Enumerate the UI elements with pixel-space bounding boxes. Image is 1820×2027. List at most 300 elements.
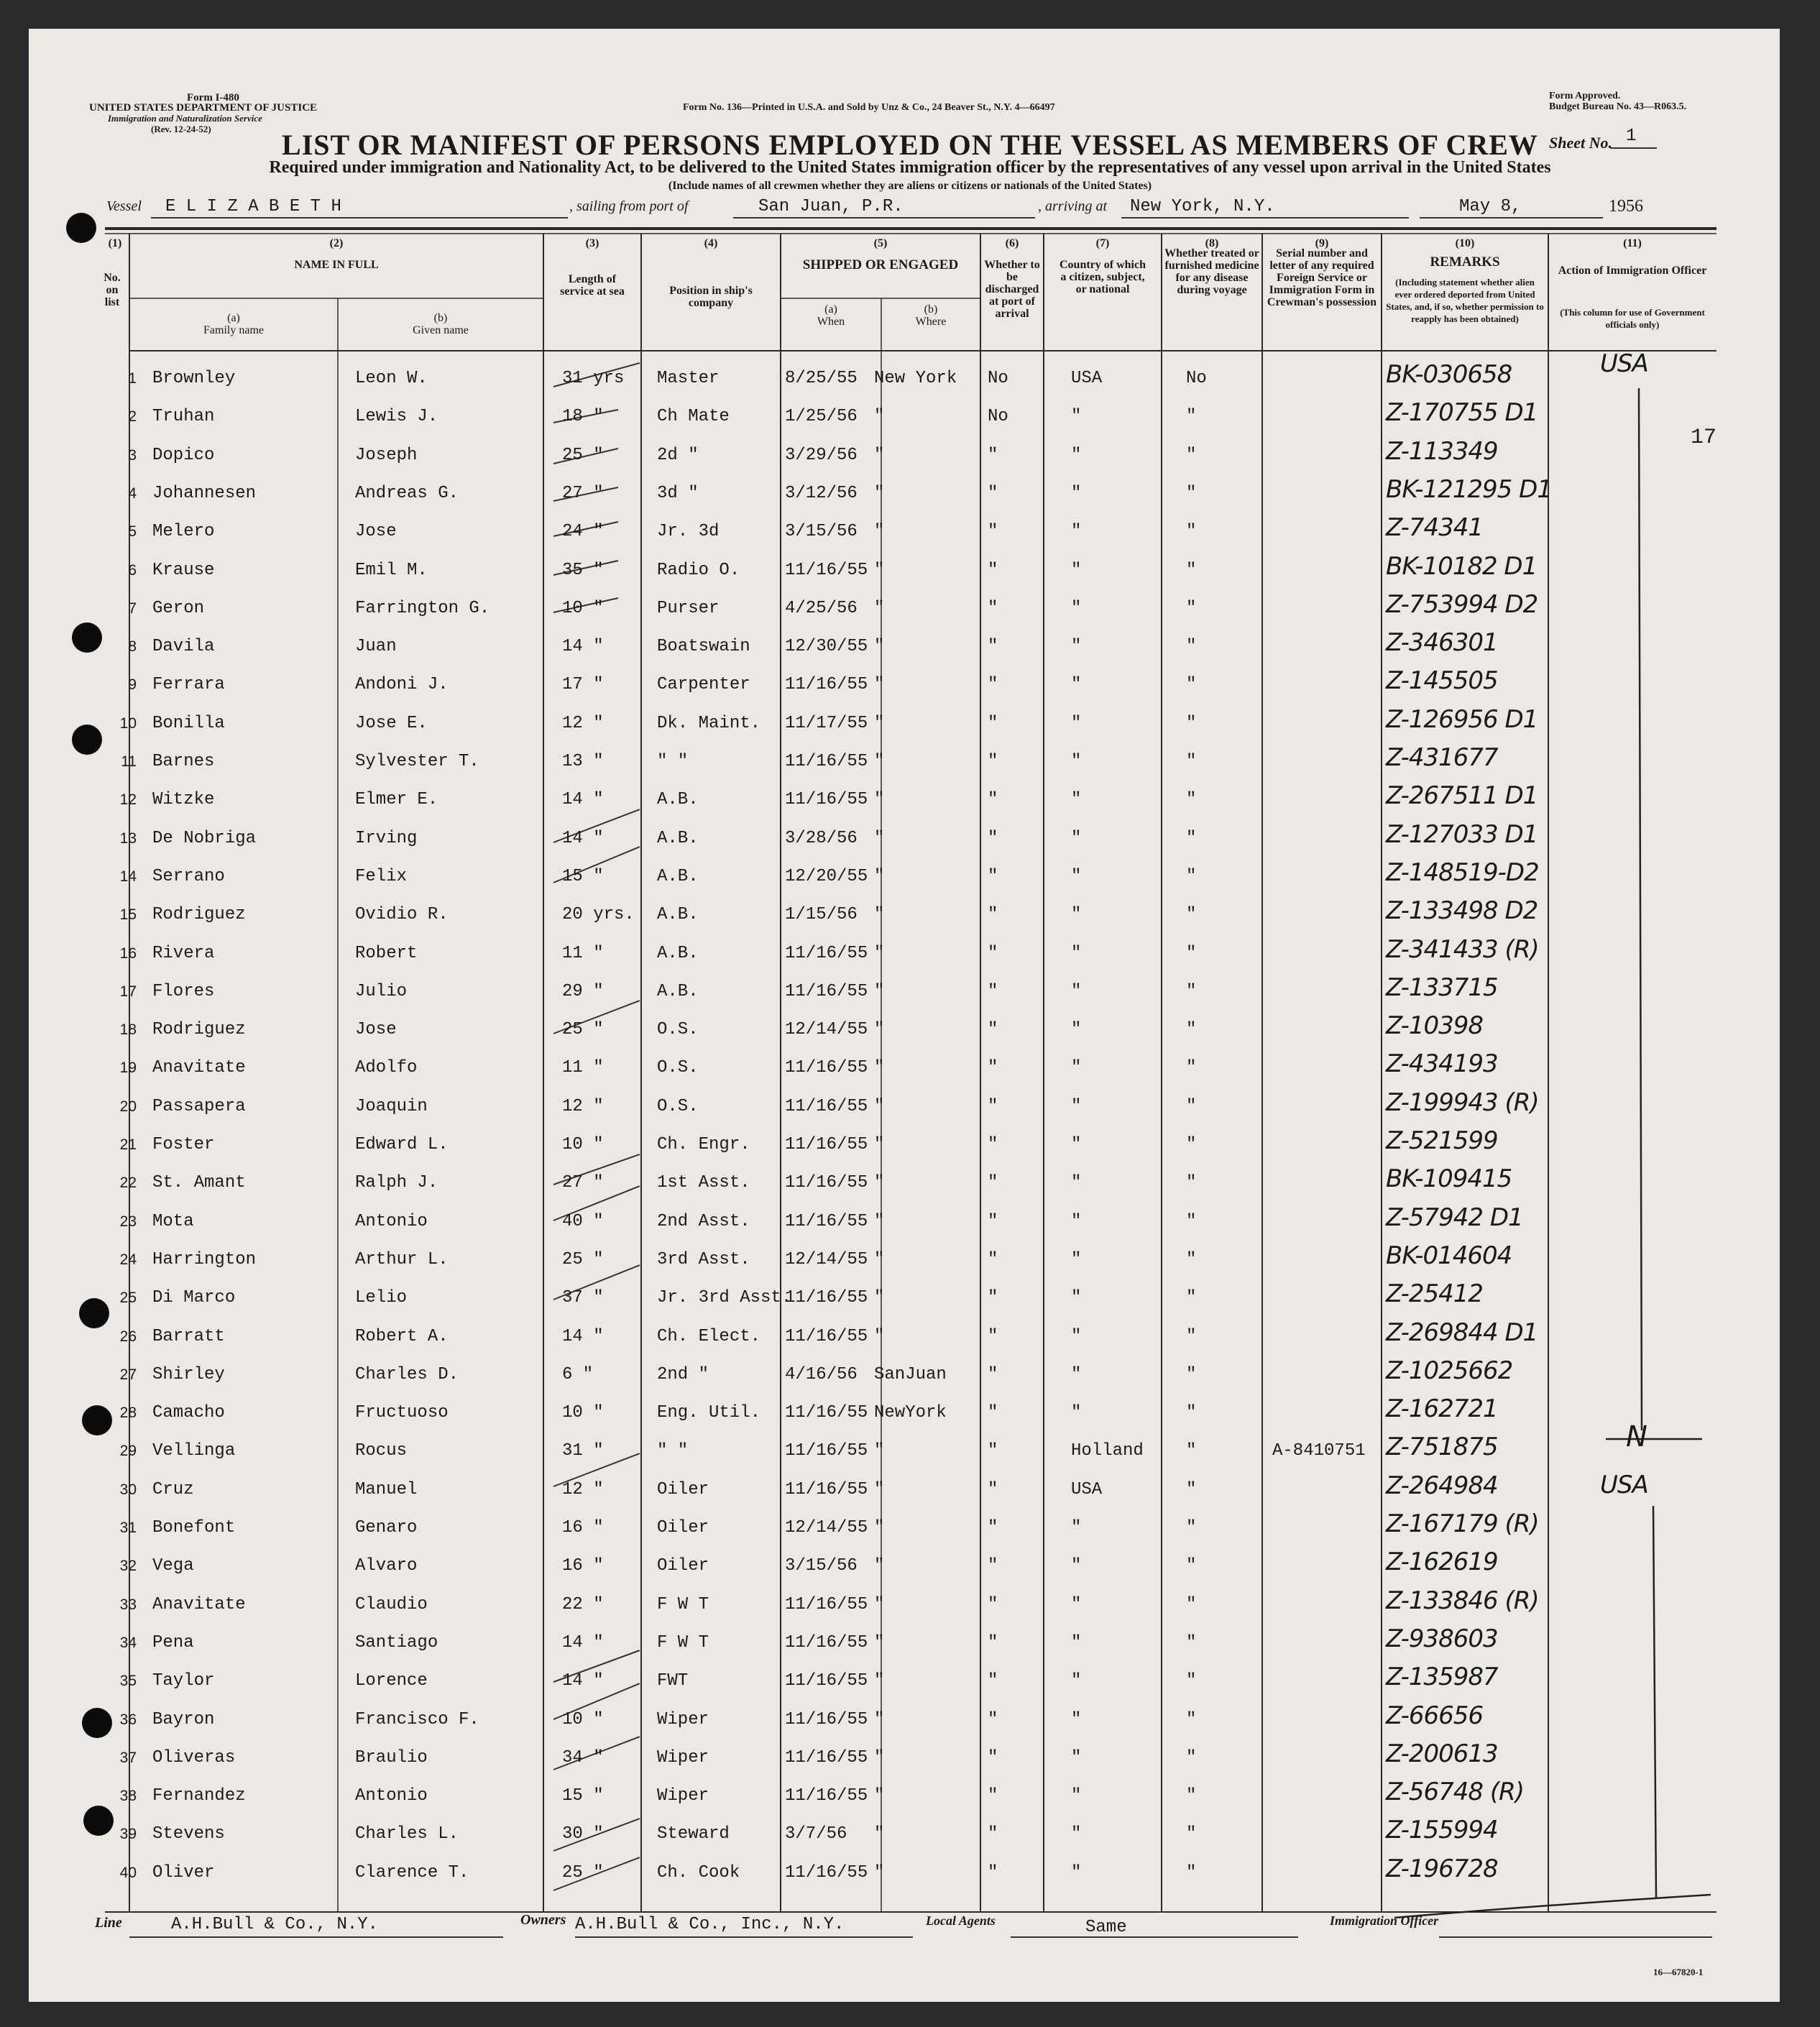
punch-hole-icon bbox=[79, 1298, 109, 1328]
crew-given-name: Francisco F. bbox=[355, 1710, 479, 1729]
crew-no: 1 bbox=[128, 370, 137, 387]
crew-shipped-when: 11/16/55 bbox=[785, 1786, 868, 1806]
crew-discharged: " bbox=[988, 1250, 998, 1269]
crew-discharged: " bbox=[988, 1518, 998, 1538]
crew-given-name: Charles L. bbox=[355, 1824, 459, 1844]
crew-given-name: Jose E. bbox=[355, 714, 428, 733]
crew-discharged: " bbox=[988, 1710, 998, 1729]
crew-family-name: Passapera bbox=[152, 1097, 246, 1116]
crew-remark: Z-10398 bbox=[1386, 1011, 1484, 1040]
crew-discharged: " bbox=[988, 1020, 998, 1039]
crew-position: Eng. Util. bbox=[657, 1403, 761, 1422]
col-num: (4) bbox=[704, 237, 718, 249]
crew-length-of-service: 12 " bbox=[562, 1097, 604, 1116]
crew-length-of-service: 10 " bbox=[562, 599, 604, 618]
col-header-name: NAME IN FULL bbox=[294, 259, 379, 271]
arrival-year: 1956 bbox=[1609, 197, 1643, 216]
crew-position: F W T bbox=[657, 1633, 709, 1653]
crew-no: 29 bbox=[119, 1443, 137, 1459]
crew-given-name: Ralph J. bbox=[355, 1173, 438, 1192]
crew-shipped-where: NewYork bbox=[874, 1403, 947, 1422]
crew-position: Boatswain bbox=[657, 637, 750, 656]
crew-no: 8 bbox=[128, 638, 137, 655]
crew-shipped-where: " bbox=[874, 982, 885, 1001]
crew-country: " bbox=[1071, 1671, 1082, 1691]
crew-shipped-when: 11/17/55 bbox=[785, 714, 868, 733]
line-value: A.H.Bull & Co., N.Y. bbox=[171, 1915, 379, 1934]
crew-discharged: " bbox=[988, 1327, 998, 1346]
crew-given-name: Jose bbox=[355, 1020, 397, 1039]
crew-medicine: " bbox=[1186, 1058, 1197, 1077]
crew-country: " bbox=[1071, 1020, 1082, 1039]
crew-medicine: " bbox=[1186, 905, 1197, 924]
crew-shipped-when: 11/16/55 bbox=[785, 1403, 868, 1422]
form-stamp: 16—67820-1 bbox=[1653, 1967, 1704, 1977]
crew-given-name: Andoni J. bbox=[355, 675, 449, 694]
crew-medicine: " bbox=[1186, 1556, 1197, 1576]
crew-remark: Z-938603 bbox=[1386, 1624, 1498, 1653]
crew-shipped-when: 11/16/55 bbox=[785, 1480, 868, 1499]
col-header-action: Action of Immigration Officer bbox=[1558, 265, 1707, 277]
crew-remark: Z-170755 D1 bbox=[1386, 398, 1538, 427]
crew-family-name: Pena bbox=[152, 1633, 194, 1653]
crew-medicine: " bbox=[1186, 1480, 1197, 1499]
crew-shipped-when: 11/16/55 bbox=[785, 1441, 868, 1461]
crew-country: USA bbox=[1071, 369, 1103, 388]
crew-discharged: " bbox=[988, 1556, 998, 1576]
crew-shipped-when: 11/16/55 bbox=[785, 1748, 868, 1768]
crew-no: 11 bbox=[121, 753, 137, 770]
crew-length-of-service: 15 " bbox=[562, 1786, 604, 1806]
crew-remark: Z-127033 D1 bbox=[1386, 820, 1538, 849]
crew-country: " bbox=[1071, 944, 1082, 963]
officer-usa-mark: USA bbox=[1600, 1471, 1648, 1499]
crew-family-name: Oliveras bbox=[152, 1748, 236, 1768]
crew-remark: Z-133846 (R) bbox=[1386, 1586, 1539, 1615]
crew-shipped-when: 11/16/55 bbox=[785, 982, 868, 1001]
crew-country: " bbox=[1071, 982, 1082, 1001]
crew-remark: Z-145505 bbox=[1386, 666, 1498, 695]
crew-position: O.S. bbox=[657, 1020, 699, 1039]
crew-no: 6 bbox=[128, 562, 137, 579]
crew-discharged: " bbox=[988, 714, 998, 733]
crew-country: " bbox=[1071, 1824, 1082, 1844]
crew-no: 39 bbox=[119, 1826, 137, 1842]
owners-label: Owners bbox=[520, 1912, 566, 1928]
crew-medicine: " bbox=[1186, 599, 1197, 618]
crew-discharged: " bbox=[988, 905, 998, 924]
crew-position: 2d " bbox=[657, 446, 699, 465]
crew-given-name: Edward L. bbox=[355, 1135, 449, 1154]
crew-remark: Z-162721 bbox=[1386, 1394, 1498, 1423]
page-title: LIST OR MANIFEST OF PERSONS EMPLOYED ON THE VESSEL AS MEMBERS OF CREW bbox=[282, 129, 1538, 161]
crew-shipped-where: " bbox=[874, 599, 885, 618]
crew-country: " bbox=[1071, 1365, 1082, 1384]
crew-length-of-service: 14 " bbox=[562, 1671, 604, 1691]
officer-count: 17 bbox=[1691, 426, 1717, 450]
subnote: (Include names of all crewmen whether they are aliens or citizens or nationals of the United States) bbox=[668, 180, 1152, 192]
col-num: (9) bbox=[1315, 237, 1329, 249]
crew-discharged: " bbox=[988, 1863, 998, 1883]
crew-position: Steward bbox=[657, 1824, 730, 1844]
crew-discharged: " bbox=[988, 829, 998, 848]
crew-shipped-when: 4/25/56 bbox=[785, 599, 858, 618]
crew-medicine: " bbox=[1186, 1020, 1197, 1039]
crew-country: " bbox=[1071, 790, 1082, 809]
crew-shipped-where: " bbox=[874, 1748, 885, 1768]
crew-position: 3d " bbox=[657, 484, 699, 503]
crew-medicine: " bbox=[1186, 1518, 1197, 1538]
crew-country: " bbox=[1071, 1518, 1082, 1538]
crew-remark: Z-135987 bbox=[1386, 1663, 1498, 1691]
crew-shipped-when: 12/14/55 bbox=[785, 1250, 868, 1269]
crew-given-name: Elmer E. bbox=[355, 790, 438, 809]
crew-shipped-where: " bbox=[874, 944, 885, 963]
crew-family-name: Johannesen bbox=[152, 484, 257, 503]
crew-country: " bbox=[1071, 1097, 1082, 1116]
crew-no: 14 bbox=[119, 868, 137, 885]
crew-remark: Z-521599 bbox=[1386, 1126, 1498, 1155]
crew-length-of-service: 10 " bbox=[562, 1403, 604, 1422]
crew-family-name: Oliver bbox=[152, 1863, 215, 1883]
crew-given-name: Jose bbox=[355, 522, 397, 541]
crew-shipped-when: 3/12/56 bbox=[785, 484, 858, 503]
crew-length-of-service: 37 " bbox=[562, 1288, 604, 1307]
crew-medicine: " bbox=[1186, 1863, 1197, 1883]
crew-position: Ch. Cook bbox=[657, 1863, 740, 1883]
crew-given-name: Lorence bbox=[355, 1671, 428, 1691]
crew-family-name: Ferrara bbox=[152, 675, 225, 694]
col-header-serial: Serial number and letter of any required Foreign Service or Immigration Form in Crewman's possession bbox=[1267, 247, 1377, 308]
crew-shipped-when: 1/15/56 bbox=[785, 905, 858, 924]
crew-position: 2nd " bbox=[657, 1365, 709, 1384]
crew-shipped-when: 8/25/55 bbox=[785, 369, 858, 388]
crew-given-name: Emil M. bbox=[355, 561, 428, 580]
crew-family-name: Vega bbox=[152, 1556, 194, 1576]
crew-country: " bbox=[1071, 1058, 1082, 1077]
crew-family-name: Witzke bbox=[152, 790, 215, 809]
crew-position: A.B. bbox=[657, 944, 699, 963]
punch-hole-icon bbox=[66, 213, 96, 243]
crew-medicine: No bbox=[1186, 369, 1207, 388]
crew-given-name: Ovidio R. bbox=[355, 905, 449, 924]
crew-length-of-service: 10 " bbox=[562, 1135, 604, 1154]
crew-shipped-where: " bbox=[874, 1480, 885, 1499]
crew-length-of-service: 25 " bbox=[562, 446, 604, 465]
crew-shipped-where: " bbox=[874, 1058, 885, 1077]
crew-discharged: " bbox=[988, 1365, 998, 1384]
crew-country: " bbox=[1071, 522, 1082, 541]
crew-position: Jr. 3rd Asst. bbox=[657, 1288, 792, 1307]
col-num: (3) bbox=[585, 237, 599, 249]
crew-shipped-where: " bbox=[874, 637, 885, 656]
crew-length-of-service: 14 " bbox=[562, 829, 604, 848]
crew-given-name: Clarence T. bbox=[355, 1863, 469, 1883]
crew-position: Purser bbox=[657, 599, 720, 618]
crew-given-name: Fructuoso bbox=[355, 1403, 449, 1422]
crew-remark: Z-264984 bbox=[1386, 1471, 1498, 1500]
col-header-action-note: (This column for use of Government officials only) bbox=[1560, 307, 1705, 330]
crew-no: 17 bbox=[119, 983, 137, 1000]
crew-shipped-when: 11/16/55 bbox=[785, 1710, 868, 1729]
crew-given-name: Felix bbox=[355, 867, 408, 886]
crew-given-name: Genaro bbox=[355, 1518, 418, 1538]
crew-remark: Z-148519-D2 bbox=[1386, 858, 1539, 887]
crew-no: 22 bbox=[119, 1175, 137, 1191]
col-header-country: Country of which a citizen, subject, or national bbox=[1059, 259, 1146, 295]
crew-shipped-when: 11/16/55 bbox=[785, 1058, 868, 1077]
crew-shipped-when: 4/16/56 bbox=[785, 1365, 858, 1384]
col-header-given: (b) Given name bbox=[413, 312, 469, 336]
crew-country: " bbox=[1071, 867, 1082, 886]
crew-remark: Z-155994 bbox=[1386, 1816, 1498, 1844]
col-header-remarks-note: (Including statement whether alien ever ordered deported from United States, and, if so, whether permission to reapply has been obtained) bbox=[1386, 277, 1544, 324]
officer-usa-mark: USA bbox=[1600, 349, 1648, 378]
crew-length-of-service: 35 " bbox=[562, 561, 604, 580]
crew-length-of-service: 15 " bbox=[562, 867, 604, 886]
crew-country: Holland bbox=[1071, 1441, 1144, 1461]
crew-medicine: " bbox=[1186, 1097, 1197, 1116]
crew-length-of-service: 29 " bbox=[562, 982, 604, 1001]
col-num: (1) bbox=[108, 237, 122, 249]
crew-remark: Z-341433 (R) bbox=[1386, 935, 1539, 964]
crew-discharged: " bbox=[988, 1173, 998, 1192]
crew-shipped-where: " bbox=[874, 1633, 885, 1653]
crew-medicine: " bbox=[1186, 1441, 1197, 1461]
crew-shipped-when: 3/15/56 bbox=[785, 1556, 858, 1576]
crew-no: 26 bbox=[119, 1328, 137, 1345]
crew-given-name: Lewis J. bbox=[355, 407, 438, 426]
dept-line: UNITED STATES DEPARTMENT OF JUSTICE bbox=[89, 102, 318, 114]
crew-no: 31 bbox=[119, 1520, 137, 1536]
crew-country: " bbox=[1071, 484, 1082, 503]
crew-shipped-when: 11/16/55 bbox=[785, 944, 868, 963]
crew-medicine: " bbox=[1186, 790, 1197, 809]
crew-medicine: " bbox=[1186, 944, 1197, 963]
crew-medicine: " bbox=[1186, 522, 1197, 541]
crew-remark: Z-431677 bbox=[1386, 743, 1498, 772]
crew-shipped-where: " bbox=[874, 829, 885, 848]
crew-given-name: Arthur L. bbox=[355, 1250, 449, 1269]
crew-country: " bbox=[1071, 446, 1082, 465]
crew-shipped-where: " bbox=[874, 1020, 885, 1039]
crew-shipped-when: 11/16/55 bbox=[785, 790, 868, 809]
crew-shipped-when: 3/29/56 bbox=[785, 446, 858, 465]
crew-shipped-where: " bbox=[874, 1135, 885, 1154]
col-header-where: (b) Where bbox=[915, 303, 947, 328]
crew-medicine: " bbox=[1186, 1327, 1197, 1346]
crew-family-name: Rivera bbox=[152, 944, 215, 963]
crew-no: 12 bbox=[119, 791, 137, 808]
crew-country: " bbox=[1071, 561, 1082, 580]
crew-position: Ch. Elect. bbox=[657, 1327, 761, 1346]
crew-family-name: Bonilla bbox=[152, 714, 225, 733]
crew-country: " bbox=[1071, 407, 1082, 426]
crew-serial: A-8410751 bbox=[1272, 1441, 1366, 1461]
crew-no: 10 bbox=[119, 715, 137, 732]
crew-given-name: Julio bbox=[355, 982, 408, 1001]
crew-length-of-service: 25 " bbox=[562, 1020, 604, 1039]
crew-shipped-where: " bbox=[874, 1556, 885, 1576]
crew-no: 3 bbox=[128, 447, 137, 464]
crew-shipped-where: " bbox=[874, 1863, 885, 1883]
crew-medicine: " bbox=[1186, 446, 1197, 465]
col-num: (2) bbox=[329, 237, 344, 249]
col-header-no: No. on list bbox=[104, 272, 124, 308]
crew-family-name: Stevens bbox=[152, 1824, 225, 1844]
crew-no: 15 bbox=[119, 906, 137, 923]
officer-label: Immigration Officer bbox=[1330, 1913, 1439, 1928]
crew-length-of-service: 16 " bbox=[562, 1518, 604, 1538]
crew-discharged: " bbox=[988, 1058, 998, 1077]
crew-family-name: Di Marco bbox=[152, 1288, 236, 1307]
crew-shipped-where: " bbox=[874, 1327, 885, 1346]
crew-medicine: " bbox=[1186, 675, 1197, 694]
crew-position: A.B. bbox=[657, 982, 699, 1001]
crew-shipped-when: 3/15/56 bbox=[785, 522, 858, 541]
crew-remark: BK-014604 bbox=[1386, 1241, 1512, 1270]
crew-remark: Z-56748 (R) bbox=[1386, 1778, 1524, 1806]
crew-no: 4 bbox=[128, 485, 137, 502]
crew-no: 16 bbox=[119, 945, 137, 962]
crew-length-of-service: 6 " bbox=[562, 1365, 594, 1384]
crew-country: " bbox=[1071, 1556, 1082, 1576]
crew-shipped-where: " bbox=[874, 407, 885, 426]
col-header-shipped: SHIPPED OR ENGAGED bbox=[802, 257, 959, 272]
crew-given-name: Joseph bbox=[355, 446, 418, 465]
departure-port: San Juan, P.R. bbox=[758, 197, 904, 216]
col-header-position: Position in ship's company bbox=[669, 285, 753, 309]
crew-length-of-service: 30 " bbox=[562, 1824, 604, 1844]
crew-position: Wiper bbox=[657, 1710, 709, 1729]
crew-given-name: Alvaro bbox=[355, 1556, 418, 1576]
crew-length-of-service: 40 " bbox=[562, 1212, 604, 1231]
crew-no: 36 bbox=[119, 1711, 137, 1728]
crew-country: " bbox=[1071, 714, 1082, 733]
crew-position: Oiler bbox=[657, 1480, 709, 1499]
crew-family-name: De Nobriga bbox=[152, 829, 257, 848]
crew-discharged: " bbox=[988, 867, 998, 886]
crew-length-of-service: 14 " bbox=[562, 637, 604, 656]
vessel-label: Vessel bbox=[106, 198, 142, 214]
crew-discharged: " bbox=[988, 982, 998, 1001]
crew-shipped-when: 11/16/55 bbox=[785, 1288, 868, 1307]
crew-remark: Z-269844 D1 bbox=[1386, 1318, 1538, 1347]
crew-discharged: " bbox=[988, 675, 998, 694]
col-num: (11) bbox=[1623, 237, 1642, 249]
officer-n-mark: N bbox=[1626, 1420, 1647, 1453]
crew-position: Wiper bbox=[657, 1748, 709, 1768]
crew-no: 25 bbox=[119, 1290, 137, 1306]
crew-shipped-where: " bbox=[874, 484, 885, 503]
crew-shipped-where: " bbox=[874, 1710, 885, 1729]
crew-country: " bbox=[1071, 1250, 1082, 1269]
crew-medicine: " bbox=[1186, 867, 1197, 886]
crew-family-name: Foster bbox=[152, 1135, 215, 1154]
crew-length-of-service: 24 " bbox=[562, 522, 604, 541]
crew-length-of-service: 18 " bbox=[562, 407, 604, 426]
col-num: (10) bbox=[1455, 237, 1475, 249]
crew-remark: Z-196728 bbox=[1386, 1854, 1498, 1883]
crew-no: 33 bbox=[119, 1596, 137, 1613]
crew-length-of-service: 14 " bbox=[562, 1633, 604, 1653]
crew-remark: Z-126956 D1 bbox=[1386, 705, 1538, 734]
crew-shipped-when: 11/16/55 bbox=[785, 675, 868, 694]
crew-position: Oiler bbox=[657, 1518, 709, 1538]
crew-shipped-when: 12/30/55 bbox=[785, 637, 868, 656]
col-header-when: (a) When bbox=[817, 303, 845, 328]
crew-family-name: Rodriguez bbox=[152, 905, 246, 924]
sailing-label: , sailing from port of bbox=[569, 198, 689, 214]
line-label: Line bbox=[95, 1915, 122, 1931]
crew-medicine: " bbox=[1186, 1212, 1197, 1231]
crew-shipped-when: 11/16/55 bbox=[785, 1212, 868, 1231]
crew-remark: Z-267511 D1 bbox=[1386, 781, 1538, 810]
crew-no: 21 bbox=[119, 1136, 137, 1153]
crew-remark: Z-133498 D2 bbox=[1386, 896, 1538, 925]
crew-no: 27 bbox=[119, 1366, 137, 1383]
crew-discharged: " bbox=[988, 1097, 998, 1116]
crew-remark: BK-10182 D1 bbox=[1386, 552, 1538, 581]
crew-shipped-when: 11/16/55 bbox=[785, 561, 868, 580]
crew-length-of-service: 14 " bbox=[562, 790, 604, 809]
crew-shipped-where: " bbox=[874, 867, 885, 886]
crew-given-name: Adolfo bbox=[355, 1058, 418, 1077]
dept-line: Immigration and Naturalization Service bbox=[108, 113, 262, 124]
crew-discharged: " bbox=[988, 561, 998, 580]
col-header-length: Length of service at sea bbox=[560, 273, 625, 298]
crew-position: Master bbox=[657, 369, 720, 388]
crew-length-of-service: 10 " bbox=[562, 1710, 604, 1729]
punch-hole-icon bbox=[72, 725, 102, 755]
subtitle: Required under immigration and Nationality Act, to be delivered to the United States immigration officer by the representatives of any vessel upon arrival in the United States bbox=[269, 158, 1551, 177]
crew-length-of-service: 25 " bbox=[562, 1250, 604, 1269]
crew-no: 38 bbox=[119, 1788, 137, 1804]
crew-position: Ch. Engr. bbox=[657, 1135, 750, 1154]
crew-position: A.B. bbox=[657, 905, 699, 924]
crew-no: 20 bbox=[119, 1098, 137, 1115]
sheet-label: Sheet No. bbox=[1549, 134, 1612, 152]
crew-no: 40 bbox=[119, 1865, 137, 1881]
crew-family-name: Rodriguez bbox=[152, 1020, 246, 1039]
crew-medicine: " bbox=[1186, 1135, 1197, 1154]
crew-no: 13 bbox=[119, 830, 137, 847]
crew-length-of-service: 31 yrs bbox=[562, 369, 625, 388]
crew-family-name: Geron bbox=[152, 599, 205, 618]
agents-label: Local Agents bbox=[926, 1913, 996, 1928]
crew-country: " bbox=[1071, 675, 1082, 694]
crew-position: 2nd Asst. bbox=[657, 1212, 750, 1231]
crew-no: 37 bbox=[119, 1750, 137, 1766]
crew-remark: Z-25412 bbox=[1386, 1279, 1484, 1308]
approval-line: Budget Bureau No. 43—R063.5. bbox=[1549, 101, 1687, 112]
crew-country: " bbox=[1071, 1633, 1082, 1653]
crew-remark: Z-753994 D2 bbox=[1386, 590, 1538, 619]
crew-family-name: Shirley bbox=[152, 1365, 225, 1384]
crew-remark: Z-751875 bbox=[1386, 1433, 1498, 1461]
crew-shipped-where: " bbox=[874, 1288, 885, 1307]
crew-country: " bbox=[1071, 1710, 1082, 1729]
crew-given-name: Joaquin bbox=[355, 1097, 428, 1116]
crew-shipped-where: " bbox=[874, 752, 885, 771]
crew-country: " bbox=[1071, 1786, 1082, 1806]
crew-position: A.B. bbox=[657, 829, 699, 848]
form-id: Form I-480 bbox=[187, 92, 239, 104]
crew-discharged: " bbox=[988, 484, 998, 503]
crew-given-name: Braulio bbox=[355, 1748, 428, 1768]
crew-shipped-where: " bbox=[874, 714, 885, 733]
crew-shipped-when: 11/16/55 bbox=[785, 1863, 868, 1883]
